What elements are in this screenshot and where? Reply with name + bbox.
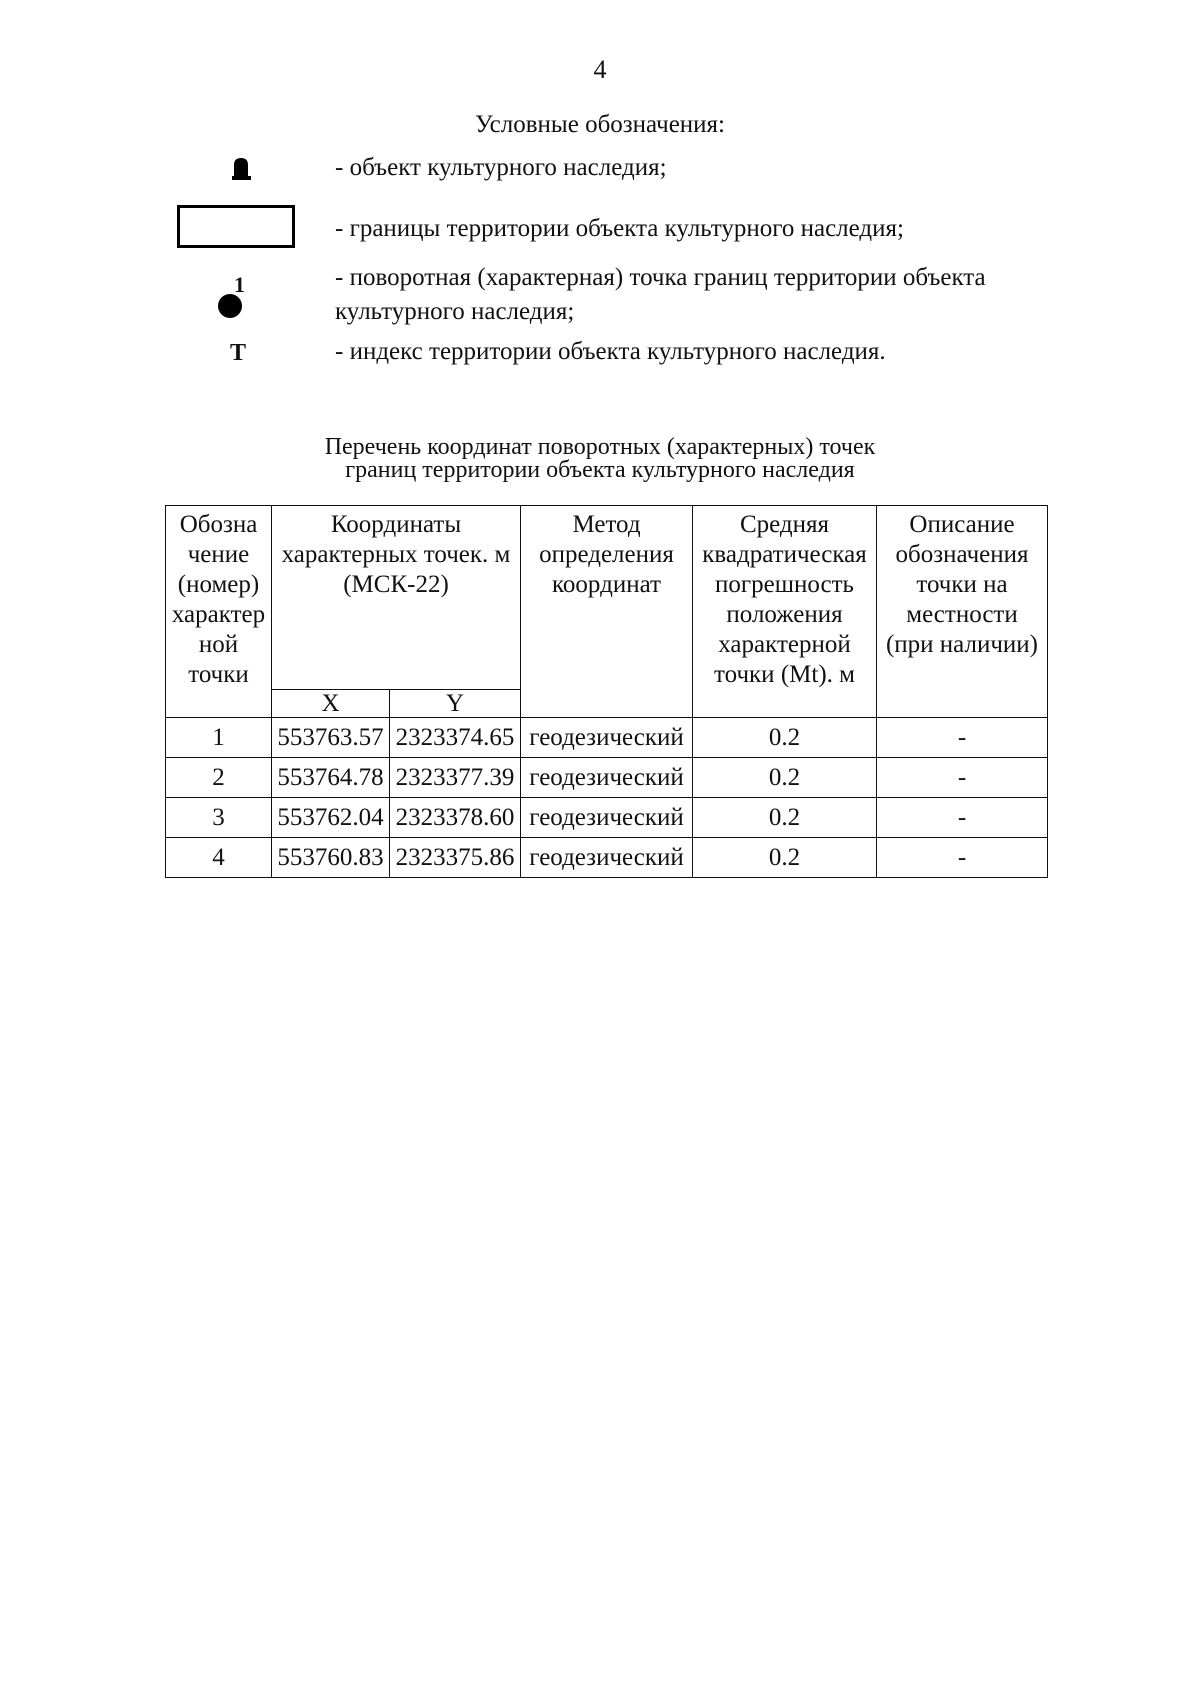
legend-item-turning-point-line-2: культурного наследия; <box>335 298 575 325</box>
header-line: Описание <box>909 511 1015 538</box>
cell-x: 553762.04 <box>272 798 390 838</box>
header-line: (МСК-22) <box>343 571 449 598</box>
header-line: определения <box>539 541 674 568</box>
cell-method: геодезический <box>521 798 693 838</box>
cell-x: 553760.83 <box>272 838 390 878</box>
header-line: чение <box>187 541 250 568</box>
header-line: характерной <box>718 631 851 658</box>
cell-y: 2323374.65 <box>390 718 521 758</box>
cell-x: 553764.78 <box>272 758 390 798</box>
header-line: (номер) <box>177 571 260 598</box>
header-line: Обозна <box>179 511 258 538</box>
legend-item-territory-boundaries: - границы территории объекта культурного наследия; <box>335 215 904 242</box>
header-line: Средняя <box>739 511 830 538</box>
cell-error: 0.2 <box>693 798 877 838</box>
header-line: Координаты <box>330 511 462 538</box>
header-x: X <box>272 690 390 718</box>
cell-error: 0.2 <box>693 758 877 798</box>
header-designation <box>166 506 272 718</box>
table-header-row <box>166 506 1048 690</box>
cell-y: 2323377.39 <box>390 758 521 798</box>
territory-index-letter: Т <box>230 340 247 366</box>
header-line: местности <box>906 601 1018 628</box>
table-title-line-1: Перечень координат поворотных (характерных) точек <box>324 434 876 460</box>
table-title-line-2: границ территории объекта культурного наследия <box>345 457 855 483</box>
cell-description: - <box>877 758 1048 798</box>
header-line: (при наличии) <box>885 631 1039 658</box>
monument-icon <box>230 156 252 182</box>
header-mean-square-error <box>693 506 877 718</box>
cell-number: 2 <box>166 758 272 798</box>
cell-y: 2323375.86 <box>390 838 521 878</box>
cell-error: 0.2 <box>693 838 877 878</box>
cell-x: 553763.57 <box>272 718 390 758</box>
legend-item-turning-point <box>335 261 986 329</box>
turning-point-label: 1 <box>234 272 245 297</box>
table-row <box>166 758 1048 798</box>
header-line: ной <box>198 631 239 658</box>
coordinates-table <box>165 505 1048 878</box>
cell-method: геодезический <box>521 838 693 878</box>
header-line: точки на <box>916 571 1008 598</box>
legend-item-heritage-object: - объект культурного наследия; <box>335 154 667 181</box>
header-line: квадратическая <box>702 541 867 568</box>
cell-error: 0.2 <box>693 718 877 758</box>
table-row <box>166 838 1048 878</box>
header-y: Y <box>390 690 521 718</box>
cell-number: 1 <box>166 718 272 758</box>
cell-method: геодезический <box>521 718 693 758</box>
cell-description: - <box>877 718 1048 758</box>
cell-y: 2323378.60 <box>390 798 521 838</box>
legend-item-territory-index: - индекс территории объекта культурного наследия. <box>335 338 886 365</box>
header-line: характер <box>171 601 266 628</box>
legend-title: Условные обозначения: <box>474 111 726 138</box>
header-description <box>877 506 1048 718</box>
header-line: положения <box>726 601 843 628</box>
cell-description: - <box>877 798 1048 838</box>
header-line: погрешность <box>715 571 854 598</box>
page-number: 4 <box>593 55 607 84</box>
header-line: обозначения <box>895 541 1029 568</box>
header-line: точки <box>188 661 249 688</box>
cell-number: 3 <box>166 798 272 838</box>
header-line: характерных точек. м <box>281 541 511 568</box>
cell-number: 4 <box>166 838 272 878</box>
table-row <box>166 798 1048 838</box>
header-line: точки (Mt). м <box>714 661 855 688</box>
cell-description: - <box>877 838 1048 878</box>
header-coordinates <box>272 506 521 690</box>
header-line: Метод <box>572 511 641 538</box>
header-method <box>521 506 693 718</box>
header-line: координат <box>552 571 661 598</box>
table-title <box>0 436 1200 482</box>
table-row <box>166 718 1048 758</box>
legend-item-turning-point-line-1: - поворотная (характерная) точка границ территории объекта <box>335 264 986 291</box>
boundary-rectangle-icon <box>177 205 295 248</box>
cell-method: геодезический <box>521 758 693 798</box>
